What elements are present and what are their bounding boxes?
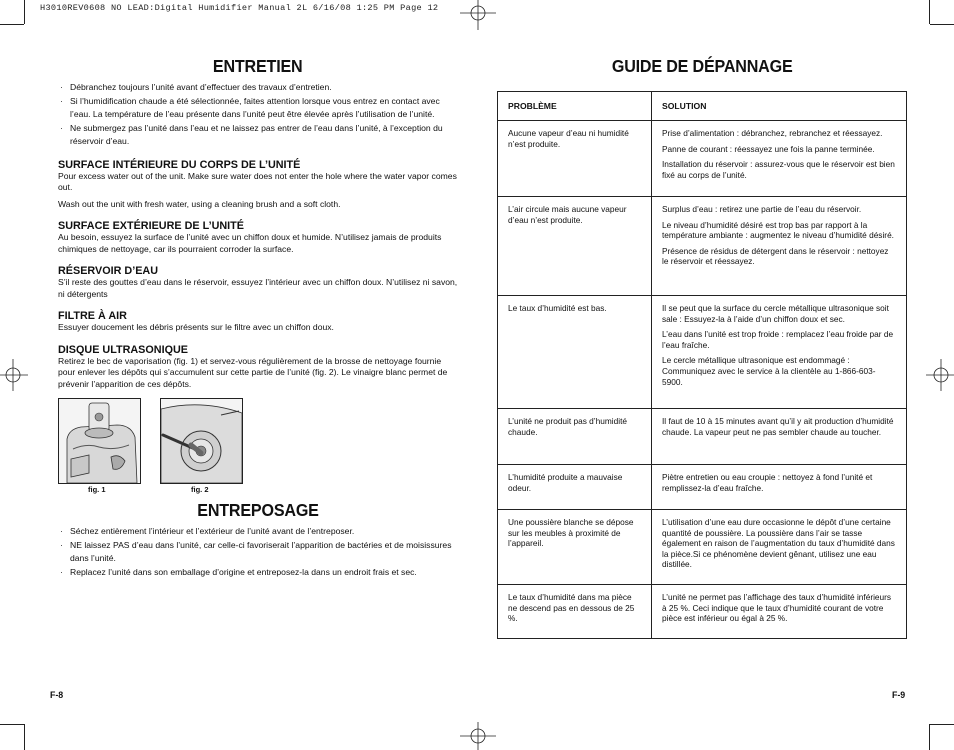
table-row bbox=[498, 296, 907, 409]
problem-column-header: PROBLÈME bbox=[498, 92, 652, 121]
table-row bbox=[498, 465, 907, 510]
troubleshooting-table bbox=[497, 91, 907, 639]
table-row bbox=[498, 409, 907, 465]
problem-cell: L’humidité produite a mauvaise odeur. bbox=[508, 472, 623, 493]
solution-cell: L’utilisation d’une eau dure occasionne le dépôt d’une certaine quantité de poussière. La poussière dans l’air se tasse également en raison de l’augmentation du taux d’humidité dans la pièce.Si ce phénomène devient gênant, utilisez une eau distillée. bbox=[662, 517, 895, 570]
solution-cell: Prise d’alimentation : débranchez, rebranchez et réessayez. Panne de courant : réessayez une fois la panne terminée. Installation du réservoir : assurez-vous que le réservoir est bien fixé au corps de l’unité. bbox=[662, 128, 895, 180]
crop-mark bbox=[0, 724, 24, 725]
solution-column-header: SOLUTION bbox=[652, 92, 907, 121]
solution-cell: Il faut de 10 à 15 minutes avant qu’il y ait production d’humidité chaude. La vapeur peut ne pas sembler chaude au toucher. bbox=[662, 416, 894, 437]
registration-mark-right-icon bbox=[926, 357, 954, 393]
crop-mark bbox=[24, 0, 25, 24]
solution-cell: Il se peut que la surface du cercle métallique ultrasonique soit sale : Essuyez-la à l’aide d’un chiffon doux et sec. L’eau dans l’unité est trop froide : remplacez l’eau froide par de l’eau fraîche. Le cercle métallique ultrasonique est endommagé : Communiquez avec le service à la clientèle au 1-866-603-5900. bbox=[662, 303, 894, 387]
registration-mark-bottom-icon bbox=[460, 720, 496, 750]
problem-cell: Le taux d’humidité dans ma pièce ne descend pas en dessous de 25 %. bbox=[508, 592, 635, 624]
crop-mark bbox=[930, 24, 954, 25]
problem-cell: Le taux d’humidité est bas. bbox=[508, 303, 607, 313]
figure-2-caption: fig. 2 bbox=[191, 485, 209, 494]
section-heading: SURFACE EXTÉRIEURE DE L’UNITÉ bbox=[58, 220, 244, 232]
section-heading: FILTRE À AIR bbox=[58, 310, 127, 322]
problem-cell: Aucune vapeur d’eau ni humidité n’est produite. bbox=[508, 128, 629, 149]
table-row bbox=[498, 585, 907, 639]
section-text: Au besoin, essuyez la surface de l’unité avec un chiffon doux et humide. N’utilisez jamais de produits chimiques de nettoyage, car ils pourraient corroder la surface. bbox=[58, 232, 442, 254]
list-item: · Débranchez toujours l’unité avant d’effectuer des travaux d’entretien. bbox=[58, 81, 458, 95]
figure-1-caption: fig. 1 bbox=[88, 485, 106, 494]
table-row bbox=[498, 121, 907, 197]
section-text: Essuyer doucement les débris présents sur le filtre avec un chiffon doux. bbox=[58, 322, 334, 332]
section-text: Pour excess water out of the unit. Make sure water does not enter the hole where the water vapor comes out. bbox=[58, 170, 457, 192]
troubleshooting-page bbox=[497, 56, 907, 639]
spout-removal-illustration-icon bbox=[59, 399, 140, 483]
list-item: · Séchez entièrement l’intérieur et l’extérieur de l’unité avant de l’entreposer. bbox=[58, 525, 458, 539]
section-heading: DISQUE ULTRASONIQUE bbox=[58, 343, 188, 356]
figures bbox=[58, 398, 458, 496]
section-text: Wash out the unit with fresh water, using a cleaning brush and a soft cloth. bbox=[58, 198, 341, 209]
maintenance-page bbox=[58, 56, 458, 579]
table-row bbox=[498, 197, 907, 296]
table-row bbox=[498, 510, 907, 585]
problem-cell: L’unité ne produit pas d’humidité chaude. bbox=[508, 416, 628, 437]
figure-1 bbox=[58, 398, 141, 484]
section-heading: SURFACE INTÉRIEURE DU CORPS DE L’UNITÉ bbox=[58, 158, 301, 171]
brush-cleaning-illustration-icon bbox=[161, 399, 242, 483]
registration-mark-top-icon bbox=[460, 0, 496, 32]
section-text: S’il reste des gouttes d’eau dans le réservoir, essuyez l’intérieur avec un chiffon doux. N’utilisez ni savon, ni détergents bbox=[58, 277, 458, 299]
solution-cell: L’unité ne permet pas l’affichage des taux d’humidité inférieurs à 25 %. Ceci indique que le taux d’humidité courant de votre pièce est inférieur ou égal à 25 %. bbox=[662, 592, 892, 624]
section-heading: RÉSERVOIR D’EAU bbox=[58, 265, 158, 277]
list-item: · Ne submergez pas l’unité dans l’eau et ne laissez pas entrer de l’eau dans l’unité, à l’exception du réservoir d’eau. bbox=[58, 122, 458, 149]
figure-2 bbox=[160, 398, 243, 484]
storage-title: ENTREPOSAGE bbox=[197, 500, 319, 520]
table-header-row bbox=[498, 92, 907, 121]
list-item: · Si l’humidification chaude a été sélectionnée, faites attention lorsque vous entrez en contact avec l’eau. La température de l’eau présente dans l’unité peut être élevée après l’utilisation de l’unité. bbox=[58, 95, 458, 122]
solution-cell: Piètre entretien ou eau croupie : nettoyez à fond l’unité et remplissez-la d’eau fraîche. bbox=[662, 472, 873, 493]
page-number-left: F-8 bbox=[50, 690, 64, 700]
list-item: · NE laissez PAS d’eau dans l’unité, car celle-ci favoriserait l’apparition de bactéries et de moisissures dans l’unité. bbox=[58, 539, 458, 566]
crop-mark bbox=[0, 24, 24, 25]
problem-cell: L’air circule mais aucune vapeur d’eau n’est produite. bbox=[508, 204, 627, 225]
crop-mark bbox=[930, 724, 954, 725]
crop-mark bbox=[24, 724, 25, 750]
solution-cell: Surplus d’eau : retirez une partie de l’eau du réservoir. Le niveau d’humidité désiré est trop bas par rapport à la température ambiante : augmentez le niveau d’humidité désiré. Présence de résidus de détergent dans le réservoir : nettoyez le réservoir et réessayez. bbox=[662, 204, 894, 267]
section-text: Retirez le bec de vaporisation (fig. 1) et servez-vous régulièrement de la brosse de nettoyage fournie pour enlever les dépôts qui s’accumulent sur cette partie de l’unité (fig. 2). Le vinaigre blanc permet de prévenir l’apparition de ces dépôts. bbox=[58, 355, 448, 389]
registration-mark-left-icon bbox=[0, 357, 28, 393]
crop-mark bbox=[929, 724, 930, 750]
page-number-right: F-9 bbox=[892, 690, 906, 700]
troubleshooting-title: GUIDE DE DÉPANNAGE bbox=[611, 56, 793, 76]
print-slug: H3010REV0608 NO LEAD:Digital Humidifier Manual 2L 6/16/08 1:25 PM Page 12 bbox=[40, 3, 439, 13]
maintenance-bullets bbox=[58, 81, 458, 149]
problem-cell: Une poussière blanche se dépose sur les meubles à proximité de l’appareil. bbox=[508, 517, 634, 549]
maintenance-title: ENTRETIEN bbox=[213, 56, 303, 76]
crop-mark bbox=[929, 0, 930, 24]
storage-bullets bbox=[58, 525, 458, 579]
list-item: · Replacez l’unité dans son emballage d’origine et entreposez-la dans un endroit frais et sec. bbox=[58, 566, 458, 580]
